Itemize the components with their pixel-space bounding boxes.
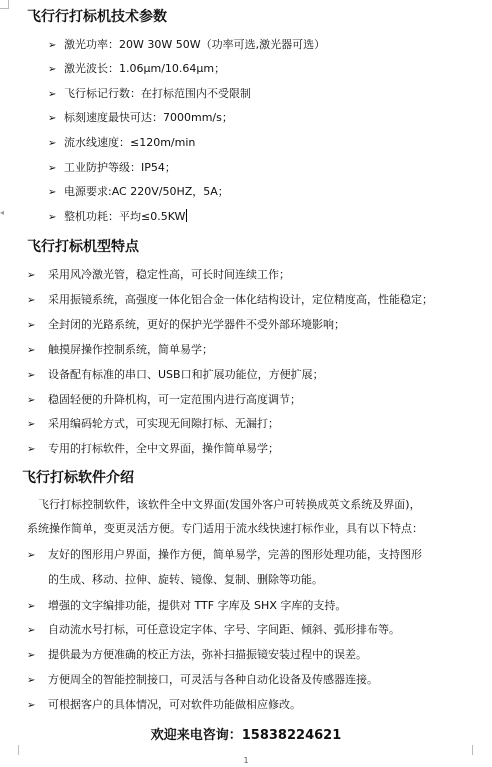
software-item [27, 697, 301, 713]
spec-item-text: 工业防护等级：IP54； [64, 161, 176, 174]
bullet-arrow-icon: ➢ [48, 163, 57, 174]
software-item [27, 622, 400, 638]
crop-mark-bottom-right [472, 745, 483, 755]
feature-item-text: 采用编码轮方式，可实现无间隙打标、无漏打； [48, 417, 279, 430]
spec-item [48, 160, 176, 176]
feature-item [27, 342, 213, 358]
bullet-arrow-icon: ➢ [27, 550, 36, 561]
feature-item [27, 416, 279, 432]
spec-item-text: 电源要求:AC 220V/50HZ，5A； [64, 185, 229, 198]
bullet-arrow-icon: ➢ [27, 650, 36, 661]
spec-item [48, 184, 229, 200]
crop-mark-bottom-left [10, 745, 19, 755]
feature-item-text: 触摸屏操作控制系统，简单易学； [48, 343, 213, 356]
bullet-arrow-icon: ➢ [27, 444, 36, 455]
spec-item-text: 流水线速度：≤120m/min [64, 136, 196, 149]
software-item [27, 547, 422, 563]
bullet-arrow-icon: ➢ [48, 40, 57, 51]
bullet-arrow-icon: ➢ [27, 625, 36, 636]
spec-item [48, 86, 251, 102]
spec-item-text: 激光波长：1.06μm/10.64μm； [64, 62, 226, 75]
bullet-arrow-icon: ➢ [27, 675, 36, 686]
software-item [27, 647, 367, 663]
bullet-arrow-icon: ➢ [27, 700, 36, 711]
software-item-text: 提供最为方便准确的校正方法，弥补扫描振镜安装过程中的误差。 [48, 648, 367, 661]
spec-item [48, 110, 233, 126]
text-cursor [186, 209, 187, 222]
feature-item-text: 全封闭的光路系统，更好的保护光学器件不受外部环境影响； [48, 318, 345, 331]
feature-item [27, 392, 301, 408]
feature-item [27, 367, 324, 383]
software-item [27, 672, 378, 688]
software-item-text: 可根据客户的具体情况，可对软件功能做相应修改。 [48, 698, 301, 711]
feature-item [27, 267, 290, 283]
bullet-arrow-icon: ➢ [27, 419, 36, 430]
bullet-arrow-icon: ➢ [27, 370, 36, 381]
software-intro-line2: 系统操作简单，变更灵活方便。专门适用于流水线快速打标作业，具有以下特点： [27, 522, 423, 535]
software-item-continuation: 的生成、移动、拉伸、旋转、镜像、复制、删除等功能。 [48, 573, 323, 586]
bullet-arrow-icon: ➢ [48, 212, 57, 223]
software-item-text: 方便周全的智能控制接口，可灵活与各种自动化设备及传感器连接。 [48, 673, 378, 686]
feature-item-text: 稳固轻便的升降机构，可一定范围内进行高度调节； [48, 393, 301, 406]
feature-item [27, 441, 279, 457]
bullet-arrow-icon: ➢ [27, 345, 36, 356]
feature-item [27, 317, 345, 333]
section-title-features: 飞行打标机型特点 [27, 239, 139, 255]
software-intro-line1: 飞行打标控制软件，该软件全中文界面(发国外客户可转换成英文系统及界面)， [38, 498, 421, 511]
feature-item-text: 采用振镜系统，高强度一体化铝合金一体化结构设计，定位精度高，性能稳定； [48, 293, 433, 306]
software-item [27, 598, 346, 614]
feature-item-text: 专用的打标软件，全中文界面，操作简单易学； [48, 442, 279, 455]
margin-indicator-icon: ◂ [0, 208, 5, 217]
bullet-arrow-icon: ➢ [48, 64, 57, 75]
spec-item-text: 标刻速度最快可达：7000mm/s； [64, 111, 233, 124]
spec-item-text: 飞行标记行数：在打标范围内不受限制 [64, 87, 251, 100]
bullet-arrow-icon: ➢ [27, 320, 36, 331]
bullet-arrow-icon: ➢ [27, 270, 36, 281]
spec-item [48, 61, 225, 77]
bullet-arrow-icon: ➢ [48, 89, 57, 100]
spec-item-text: 激光功率：20W 30W 50W（功率可选,激光器可选） [64, 38, 326, 51]
spec-item-text: 整机功耗：平均≤0.5KW [64, 210, 186, 223]
spec-item [48, 209, 187, 225]
bullet-arrow-icon: ➢ [27, 395, 36, 406]
feature-item-text: 采用风冷激光管，稳定性高，可长时间连续工作； [48, 268, 290, 281]
feature-item-text: 设备配有标准的串口、USB口和扩展功能位，方便扩展； [48, 368, 324, 381]
feature-item [27, 292, 433, 308]
spec-item [48, 37, 325, 53]
contact-footer: 欢迎来电咨询：15838224621 [150, 728, 342, 743]
software-item-text: 增强的文字编排功能，提供对 TTF 字库及 SHX 字库的支持。 [48, 599, 347, 612]
bullet-arrow-icon: ➢ [27, 601, 36, 612]
crop-mark-top-left [0, 0, 9, 9]
section-title-software: 飞行打标软件介绍 [22, 470, 134, 486]
page-number: 1 [243, 756, 249, 765]
spec-item [48, 135, 195, 151]
software-item-text: 自动流水号打标，可任意设定字体、字号、字间距、倾斜、弧形排布等。 [48, 623, 400, 636]
bullet-arrow-icon: ➢ [48, 187, 57, 198]
bullet-arrow-icon: ➢ [48, 138, 57, 149]
section-title-specs: 飞行行打标机技术参数 [27, 9, 167, 25]
bullet-arrow-icon: ➢ [27, 295, 36, 306]
bullet-arrow-icon: ➢ [48, 113, 57, 124]
software-item-text: 友好的图形用户界面，操作方便，简单易学，完善的图形处理功能，支持图形 [48, 548, 422, 561]
